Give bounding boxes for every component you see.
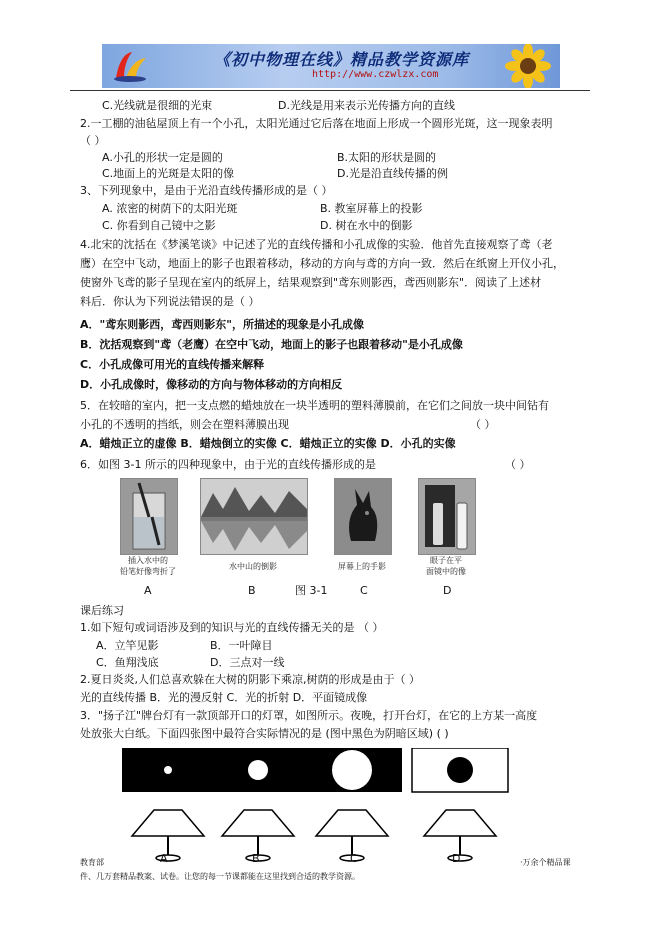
text-line: C. 你看到自己镜中之影 [102, 219, 216, 232]
site-logo-icon [110, 48, 150, 84]
photo-label-b: B [248, 584, 256, 597]
site-url[interactable]: http://www.czwlzx.com [312, 69, 439, 80]
text-line: D．小孔成像时，像移动的方向与物体移动的方向相反 [80, 378, 343, 391]
lamp-label-c: C [350, 852, 358, 865]
text-line: 1.如下短句或词语涉及到的知识与光的直线传播无关的是 （ ） [80, 621, 384, 634]
sunflower-icon [498, 44, 556, 88]
photo-label-a: A [144, 584, 152, 597]
text-line: 4.北宋的沈括在《梦溪笔谈》中记述了光的直线传播和小孔成像的实验．他首先直接观察了鸢（老 [80, 238, 553, 251]
text-line: 5．在较暗的室内，把一支点燃的蜡烛放在一块半透明的塑料薄膜前，在它们之间放一块中间钻有 [80, 399, 549, 412]
text-line: D.光线是用来表示光传播方向的直线 [278, 99, 455, 112]
text-line: B.太阳的形状是圆的 [337, 151, 437, 164]
text-line: A．"鸢东则影西，鸢西则影东"，所描述的现象是小孔成像 [80, 318, 364, 331]
lamp-option-b [214, 748, 310, 861]
text-line: （ ） [470, 418, 496, 431]
text-line: 课后练习 [80, 604, 124, 617]
footer-right: ·万余个精品课 [520, 858, 571, 867]
header-rule [70, 90, 590, 91]
photo-label-c: C [360, 584, 368, 597]
text-line: B．一叶障目 [210, 639, 273, 652]
caption-d: 眼子在平 面镜中的像 [426, 556, 466, 576]
text-line: 光的直线传播 B．光的漫反射 C．光的折射 D．平面镜成像 [80, 691, 368, 704]
text-line: D.光是沿直线传播的例 [337, 167, 448, 180]
photo-pencil-in-water [120, 478, 178, 555]
photo-mountain-reflection [200, 478, 308, 555]
text-line: 鹰）在空中飞动，地面上的影子也跟着移动，移动的方向与鸢的方向一致．然后在纸窗上开仪小孔， [80, 257, 564, 270]
text-line: 3、下列现象中，是由于光沿直线传播形成的是（ ） [80, 184, 333, 197]
site-title: 《初中物理在线》精品教学资源库 [214, 50, 470, 69]
lamp-label-a: A [160, 852, 168, 865]
text-line: A. 浓密的树荫下的太阳光斑 [102, 202, 238, 215]
text-line: C．小孔成像可用光的直线传播来解释 [80, 358, 265, 371]
footer-left: 教育部 [80, 858, 104, 867]
lamp-shadow-figure [80, 748, 582, 873]
text-line: 2.夏日炎炎,人们总喜欢躲在大树的阴影下乘凉,树荫的形成是由于（ ） [80, 673, 420, 686]
caption-a: 插入水中的 铅笔好像弯折了 [120, 556, 176, 576]
text-line: C.地面上的光斑是太阳的像 [102, 167, 235, 180]
lamp-option-a [122, 748, 218, 861]
footer-bottom: 件、几万套精品教案、试卷。让您的每一节课都能在这里找到合适的教学资源。 [80, 872, 360, 881]
text-line: 使窗外飞鸢的影子呈现在室内的纸屏上，结果观察到"鸢东则影西，鸢西则影东"．阅读了上述材 [80, 276, 542, 289]
text-line: A．蜡烛正立的虚像 B．蜡烛倒立的实像 C．蜡烛正立的实像 D．小孔的实像 [80, 437, 456, 450]
text-line: 料后．你认为下列说法错误的是（ ） [80, 295, 260, 308]
text-line: （ ） [80, 134, 106, 147]
text-line: A.小孔的形状一定是圆的 [102, 151, 223, 164]
text-line: C．鱼翔浅底 [96, 656, 159, 669]
text-line: B. 教室屏幕上的投影 [320, 202, 423, 215]
site-banner [102, 44, 560, 88]
text-line: 2.一工棚的油毡屋顶上有一个小孔，太阳光通过它后落在地面上形成一个圆形光斑，这一现象表明 [80, 117, 553, 130]
lamp-label-b: B [252, 852, 260, 865]
text-line: 3．"扬子江"牌台灯有一款顶部开口的灯罩，如图所示。夜晚，打开台灯，在它的上方某一高度 [80, 709, 538, 722]
text-line: C.光线就是很细的光束 [102, 99, 213, 112]
caption-c: 屏幕上的手影 [338, 562, 386, 571]
caption-b: 水中山的倒影 [229, 562, 277, 571]
text-line: D．三点对一线 [210, 656, 285, 669]
photo-hand-shadow [334, 478, 392, 555]
lamp-option-c [306, 748, 402, 861]
lamp-label-d: D [452, 852, 461, 865]
photo-mirror-image [418, 478, 476, 555]
photo-label-d: D [443, 584, 452, 597]
text-line: A．立竿见影 [96, 639, 159, 652]
text-line: （ ） [505, 458, 531, 471]
figure-caption: 图 3-1 [295, 584, 328, 597]
text-line: 处放张大白纸。下面四张图中最符合实际情况的是 (图中黑色为阴暗区域) ( ) [80, 727, 449, 740]
text-line: B．沈括观察到"鸢（老鹰）在空中飞动，地面上的影子也跟着移动"是小孔成像 [80, 338, 463, 351]
text-line: 小孔的不透明的挡纸，则会在塑料薄膜出现 [80, 418, 289, 431]
lamp-option-d [412, 748, 508, 861]
text-line: 6．如图 3-1 所示的四种现象中，由于光的直线传播形成的是 [80, 458, 376, 471]
text-line: D. 树在水中的倒影 [320, 219, 413, 232]
